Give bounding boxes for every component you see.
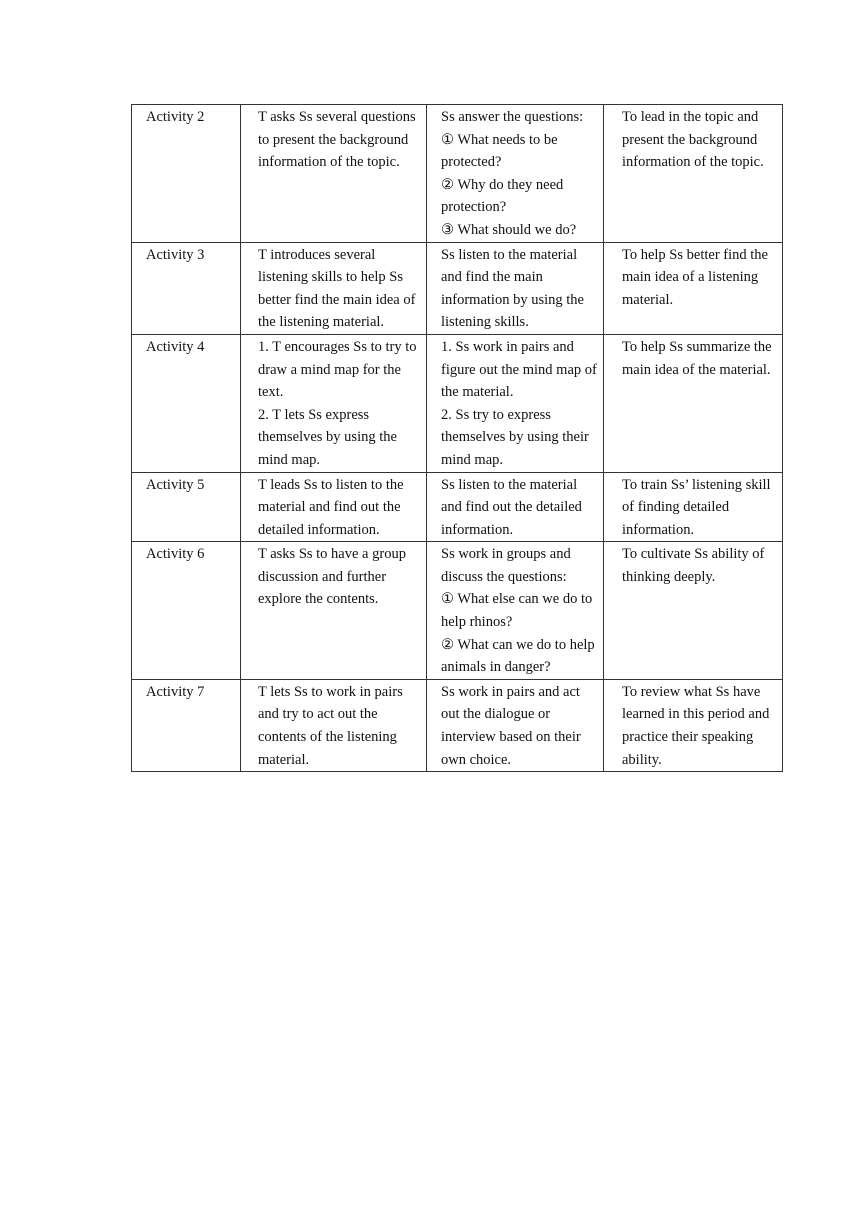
student-activity-cell xyxy=(427,472,604,542)
teacher-activity-cell xyxy=(241,679,427,771)
activity-table xyxy=(131,104,783,772)
activity-cell: Activity 5 xyxy=(132,472,241,542)
student-text: Ss listen to the material and find out the detailed information. xyxy=(441,476,582,538)
student-text: Ss work in groups and discuss the questions: xyxy=(441,546,571,585)
student-activity-cell xyxy=(427,105,604,243)
teacher-text: T leads Ss to listen to the material and find out the detailed information. xyxy=(258,476,404,538)
table-row xyxy=(132,679,783,771)
student-text: Ss answer the questions: xyxy=(441,109,584,125)
teacher-text: T asks Ss to have a group discussion and further explore the contents. xyxy=(258,546,406,608)
table-row xyxy=(132,542,783,680)
table-row xyxy=(132,472,783,542)
student-activity-cell xyxy=(427,334,604,472)
teacher-text: 1. T encourages Ss to try to draw a mind map for the text. xyxy=(258,338,417,401)
purpose-cell: To lead in the topic and present the background information of the topic. xyxy=(604,105,783,243)
purpose-cell: To review what Ss have learned in this period and practice their speaking ability. xyxy=(604,679,783,771)
student-question: ③ What should we do? xyxy=(441,221,577,238)
teacher-activity-cell xyxy=(241,242,427,334)
student-activity-cell xyxy=(427,542,604,680)
table-row xyxy=(132,242,783,334)
student-question: ② What can we do to help animals in danger? xyxy=(441,636,595,676)
purpose-cell: To help Ss summarize the main idea of the material. xyxy=(604,334,783,472)
teacher-activity-cell xyxy=(241,334,427,472)
student-text: Ss listen to the material and find the main information by using the listening skills. xyxy=(441,246,584,331)
student-question: ① What needs to be protected? xyxy=(441,131,558,171)
teacher-text: T introduces several listening skills to help Ss better find the main idea of the listening material. xyxy=(258,246,416,331)
student-text: 1. Ss work in pairs and figure out the mind map of the material. xyxy=(441,338,597,401)
activity-cell: Activity 4 xyxy=(132,334,241,472)
student-question: ② Why do they need protection? xyxy=(441,176,564,216)
activity-cell: Activity 3 xyxy=(132,242,241,334)
student-question: ① What else can we do to help rhinos? xyxy=(441,591,593,631)
purpose-cell: To cultivate Ss ability of thinking deeply. xyxy=(604,542,783,680)
teacher-text: T asks Ss several questions to present the background information of the topic. xyxy=(258,109,416,171)
activity-cell: Activity 6 xyxy=(132,542,241,680)
table-row xyxy=(132,334,783,472)
purpose-cell: To train Ss’ listening skill of finding detailed information. xyxy=(604,472,783,542)
teacher-text: 2. T lets Ss express themselves by using the mind map. xyxy=(258,406,397,468)
student-text: Ss work in pairs and act out the dialogue or interview based on their own choice. xyxy=(441,683,581,768)
student-text: 2. Ss try to express themselves by using their mind map. xyxy=(441,406,589,468)
student-activity-cell xyxy=(427,242,604,334)
teacher-text: T lets Ss to work in pairs and try to act out the contents of the listening material. xyxy=(258,683,403,768)
purpose-cell: To help Ss better find the main idea of a listening material. xyxy=(604,242,783,334)
teacher-activity-cell xyxy=(241,472,427,542)
activity-cell: Activity 2 xyxy=(132,105,241,243)
teacher-activity-cell xyxy=(241,542,427,680)
teacher-activity-cell xyxy=(241,105,427,243)
table-row xyxy=(132,105,783,243)
activity-cell: Activity 7 xyxy=(132,679,241,771)
student-activity-cell xyxy=(427,679,604,771)
